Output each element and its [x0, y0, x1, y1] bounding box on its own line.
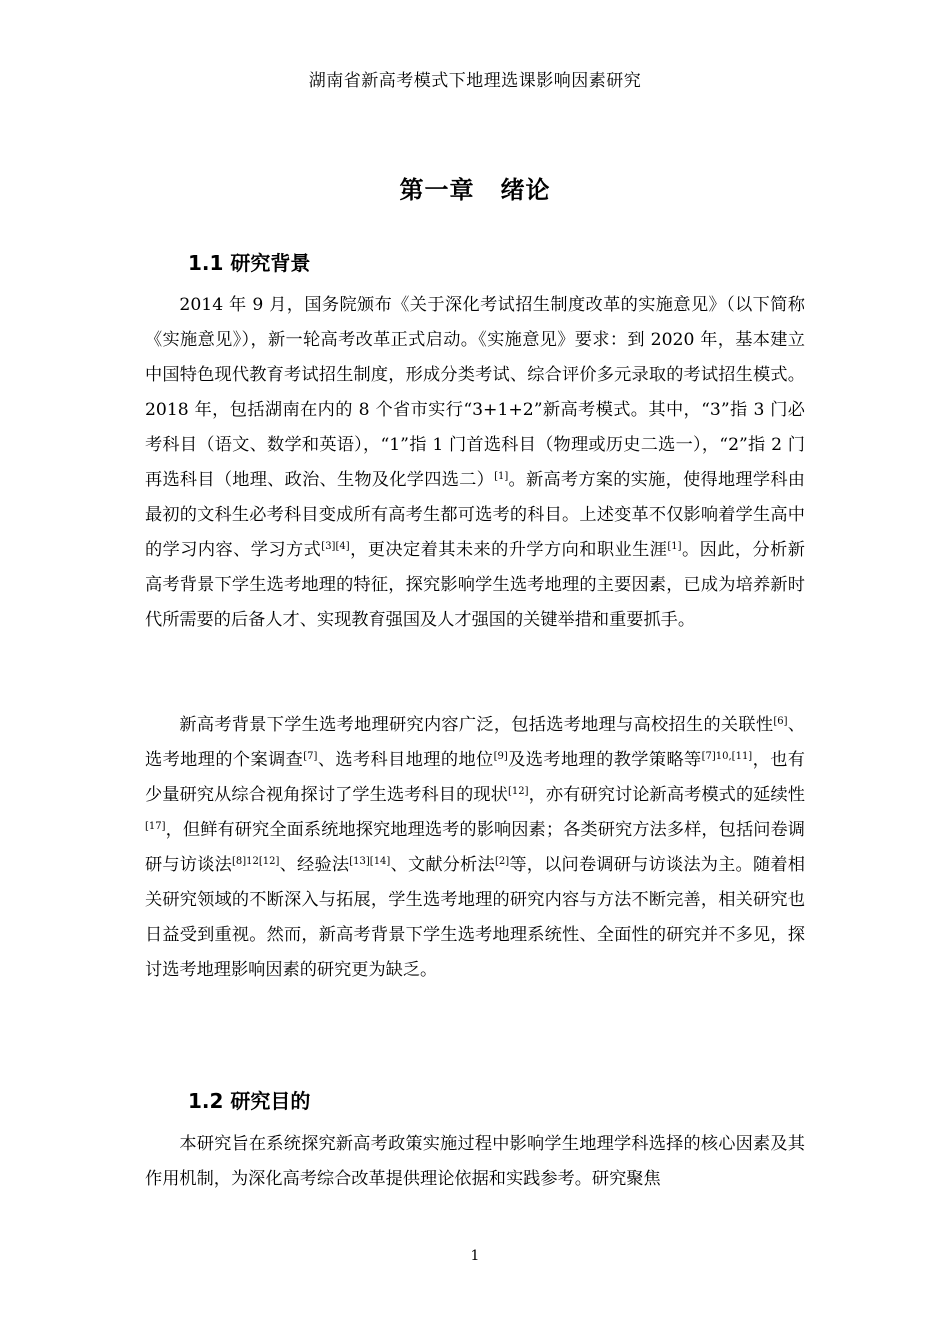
paragraph-purpose-1 — [145, 1127, 805, 1197]
text-run: 、文献分析法 — [390, 855, 495, 875]
text-run: 及选考地理的教学策略等 — [507, 750, 702, 770]
chapter-title — [0, 170, 950, 205]
section-heading-1-1: 1.1 研究背景 — [188, 251, 311, 275]
chapter-number: 第一章 — [399, 176, 475, 204]
citation: [3][4] — [321, 541, 350, 552]
page-number: 1 — [470, 1248, 480, 1264]
text-run: 本研究旨在系统探究新高考政策实施过程中影响学生地理学科选择的核心因素及其作用机制，为深化高考综合改革提供理论依据和实践参考。研究聚焦 — [145, 1134, 805, 1189]
citation: [7] — [303, 751, 318, 762]
text-run: ，亦有研究讨论新高考模式的延续性 — [528, 785, 805, 805]
running-header: 湖南省新高考模式下地理选课影响因素研究 — [308, 71, 642, 91]
text-run: ，更决定着其未来的升学方向和职业生涯 — [349, 540, 668, 560]
citation: [9] — [493, 751, 508, 762]
paragraph-background-1 — [145, 288, 805, 638]
paragraph-background-2 — [145, 708, 805, 988]
citation: [2] — [494, 856, 510, 867]
text-run: ，也有少量研究从综合视角探讨了学生选考科目的现状 — [145, 750, 805, 805]
text-run: 、选考地理的个案调查 — [145, 715, 805, 770]
section-heading-1-2: 1.2 研究目的 — [188, 1089, 311, 1113]
text-run: 新高考背景下学生选考地理研究内容广泛，包括选考地理与高校招生的关联性 — [179, 715, 774, 735]
citation: [17] — [145, 821, 166, 832]
text-run: 2014 年 9 月，国务院颁布《关于深化考试招生制度改革的实施意见》（以下简称《实施意见》），新一轮高考改革正式启动。《实施意见》要求：到 2020 年，基本建立中国特色现代教育考试招生制度，形成分类考试、综合评价多元录取的考试招生模式。2018 年，包括湖南在内的 8 个省市实行“3+1+2”新高考模式。其中，“3”指 3 门必考科目（语文、数学和英语），“1”指 1 门首选科目（物理或历史二选一），“2”指 2 门再选科目（地理、政治、生物及化学四选二） — [145, 295, 805, 490]
citation: [6] — [773, 716, 788, 727]
text-run: 、经验法 — [279, 855, 350, 875]
text-run: 。新高考方案的实施，使得地理学科由最初的文科生必考科目变成所有高考生都可选考的科目。上述变革不仅影响着学生高中的学习内容、学习方式 — [145, 470, 805, 560]
citation: [8]12[12] — [232, 856, 280, 867]
text-run: 等，以问卷调研与访谈法为主。随着相关研究领域的不断深入与拓展，学生选考地理的研究内容与方法不断完善，相关研究也日益受到重视。然而，新高考背景下学生选考地理系统性、全面性的研究并不多见，探讨选考地理影响因素的研究更为缺乏。 — [145, 855, 805, 980]
citation: [1] — [667, 541, 682, 552]
text-run: ，但鲜有研究全面系统地探究地理选考的影响因素；各类研究方法多样，包括问卷调研与访谈法 — [145, 820, 805, 875]
citation: [13][14] — [349, 856, 391, 867]
citation: [12] — [507, 786, 529, 797]
chapter-name: 绪论 — [500, 176, 551, 204]
citation: [1] — [494, 471, 509, 482]
text-run: 、选考科目地理的地位 — [317, 750, 494, 770]
citation: [7]10,[11] — [701, 751, 753, 762]
text-run: 。因此，分析新高考背景下学生选考地理的特征，探究影响学生选考地理的主要因素，已成为培养新时代所需要的后备人才、实现教育强国及人才强国的关键举措和重要抓手。 — [145, 540, 805, 630]
